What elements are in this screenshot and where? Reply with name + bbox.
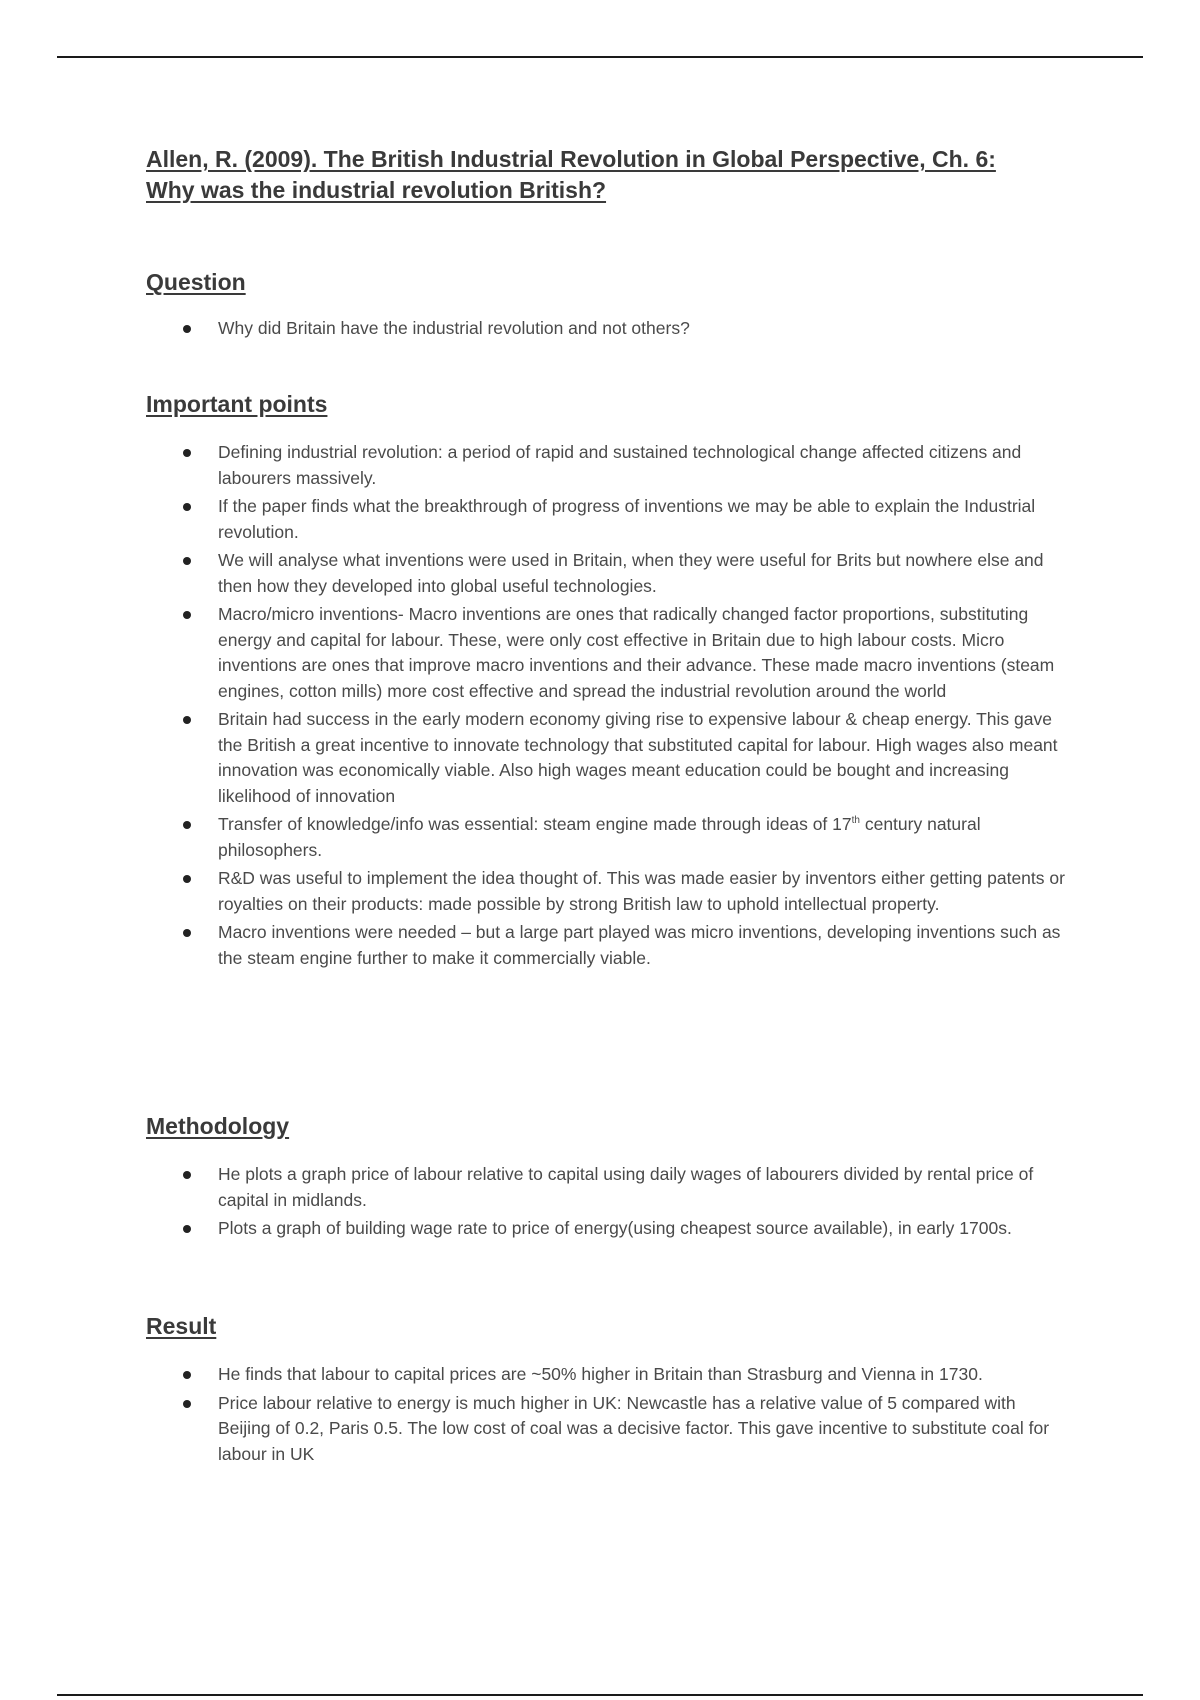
list-item-text: If the paper finds what the breakthrough of progress of inventions we may be able to explain the Industrial revolution. — [218, 496, 1036, 542]
list-item — [146, 812, 1066, 863]
top-rule — [57, 56, 1143, 58]
list-item-text: Macro/micro inventions- Macro inventions are ones that radically changed factor proportions, substituting energy and capital for labour. These, were only cost effective in Britain due to high labour costs. Micro inventions are ones that improve macro inventions and their advance. These made macro inventions (steam engines, cotton mills) more cost effective and spread the industrial revolution around the world — [218, 604, 1055, 701]
bullet-icon — [183, 716, 191, 724]
section-heading-important-points: Important points — [146, 391, 328, 417]
section-heading-question: Question — [146, 269, 246, 295]
methodology-list — [146, 1162, 1066, 1245]
list-item — [146, 920, 1066, 971]
bullet-icon — [183, 503, 191, 511]
bullet-icon — [183, 449, 191, 457]
question-list — [146, 316, 1066, 345]
bullet-icon — [183, 1171, 191, 1179]
list-item-text: Plots a graph of building wage rate to price of energy(using cheapest source available), in early 1700s. — [218, 1218, 1012, 1238]
list-item — [146, 1391, 1066, 1468]
list-item — [146, 866, 1066, 917]
list-item — [146, 316, 1066, 342]
list-item-text: He plots a graph price of labour relative to capital using daily wages of labourers divided by rental price of capital in midlands. — [218, 1164, 1034, 1210]
section-heading-result: Result — [146, 1313, 217, 1339]
list-item-text: Price labour relative to energy is much higher in UK: Newcastle has a relative value of 5 compared with Beijing of 0.2, Paris 0.5. The low cost of coal was a decisive factor. This gave incentive to substitute coal for labour in UK — [218, 1392, 1050, 1464]
bullet-icon — [183, 821, 191, 829]
document-title — [146, 144, 1076, 206]
list-item-text: century natural philosophers. — [218, 814, 981, 860]
bullet-icon — [183, 557, 191, 565]
list-item-text: Defining industrial revolution: a period of rapid and sustained technological change affected citizens and labourers massively. — [218, 442, 1022, 488]
list-item — [146, 602, 1066, 704]
title-line-2: Why was the industrial revolution British? — [146, 177, 607, 203]
list-item — [146, 440, 1066, 491]
section-heading-methodology: Methodology — [146, 1113, 290, 1139]
list-item — [146, 707, 1066, 809]
list-item-text: Why did Britain have the industrial revolution and not others? — [218, 318, 690, 338]
bullet-icon — [183, 1225, 191, 1233]
bottom-rule — [57, 1694, 1143, 1696]
list-item-text: Transfer of knowledge/info was essential: steam engine made through ideas of 17 — [218, 814, 852, 834]
bullet-icon — [183, 611, 191, 619]
bullet-icon — [183, 1400, 191, 1408]
list-item-text: R&D was useful to implement the idea thought of. This was made easier by inventors either getting patents or royalties on their products: made possible by strong British law to uphold intellectual property. — [218, 868, 1065, 914]
list-item — [146, 494, 1066, 545]
superscript: th — [851, 815, 860, 827]
important-points-list — [146, 440, 1066, 974]
list-item-text: He finds that labour to capital prices are ~50% higher in Britain than Strasburg and Vienna in 1730. — [218, 1364, 983, 1384]
bullet-icon — [183, 875, 191, 883]
bullet-icon — [183, 325, 191, 333]
bullet-icon — [183, 1371, 191, 1379]
list-item — [146, 548, 1066, 599]
list-item-text: We will analyse what inventions were used in Britain, when they were useful for Brits but nowhere else and then how they developed into global useful technologies. — [218, 550, 1044, 596]
result-list — [146, 1362, 1066, 1470]
bullet-icon — [183, 929, 191, 937]
list-item-text: Macro inventions were needed – but a large part played was micro inventions, developing inventions such as the steam engine further to make it commercially viable. — [218, 922, 1061, 968]
title-line-1: Allen, R. (2009). The British Industrial Revolution in Global Perspective, Ch. 6: — [146, 146, 996, 172]
list-item — [146, 1216, 1066, 1242]
list-item — [146, 1362, 1066, 1388]
list-item-text: Britain had success in the early modern economy giving rise to expensive labour & cheap energy. This gave the British a great incentive to innovate technology that substituted capital for labour. High wages also meant innovation was economically viable. Also high wages meant education could be bought and increasing likelihood of innovation — [218, 709, 1058, 806]
list-item — [146, 1162, 1066, 1213]
